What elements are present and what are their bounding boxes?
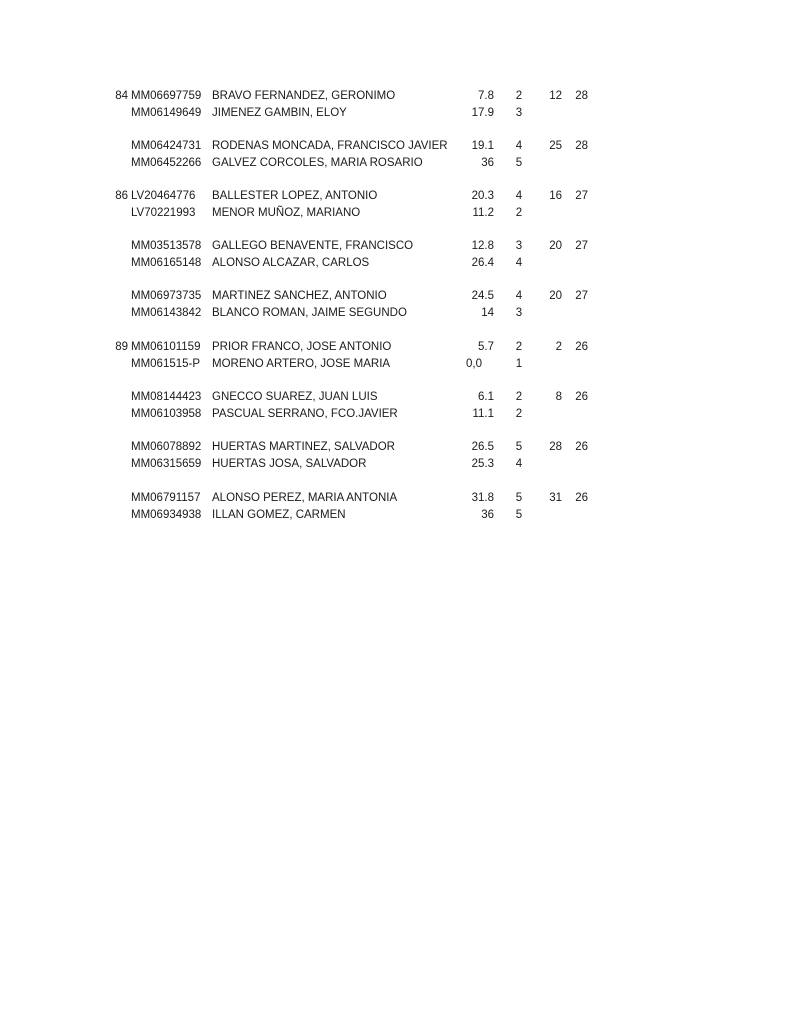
player-points: 4 [515, 290, 523, 302]
pair-total: 8 [555, 391, 562, 403]
handicap-score: 12.8 [471, 240, 494, 252]
player-row [0, 288, 791, 305]
player-row [0, 456, 791, 473]
pair-total: 25 [549, 140, 562, 152]
license-id: LV70221993 [131, 207, 196, 219]
player-name: GALLEGO BENAVENTE, FRANCISCO [212, 240, 414, 252]
pair-total: 12 [549, 90, 562, 102]
player-name: PASCUAL SERRANO, FCO.JAVIER [212, 408, 398, 420]
handicap-score: 11.2 [472, 207, 494, 219]
player-row [0, 105, 791, 122]
handicap-score: 25.3 [471, 458, 494, 470]
pair-group-score: 27 [575, 240, 588, 252]
player-points: 3 [515, 307, 523, 319]
license-id: MM06165148 [131, 257, 202, 269]
license-id: MM06149649 [131, 107, 202, 119]
player-points: 4 [515, 190, 523, 202]
pair-group-score: 26 [575, 391, 588, 403]
license-id: MM06103958 [131, 408, 202, 420]
player-points: 1 [515, 358, 523, 370]
pair-group-score: 26 [575, 492, 588, 504]
handicap-score: 19.1 [471, 140, 494, 152]
player-name: ALONSO ALCAZAR, CARLOS [212, 257, 370, 269]
player-name: HUERTAS JOSA, SALVADOR [212, 458, 367, 470]
player-name: MORENO ARTERO, JOSE MARIA [212, 358, 391, 370]
handicap-score: 26.4 [471, 257, 494, 269]
player-row [0, 389, 791, 406]
player-name: ALONSO PEREZ, MARIA ANTONIA [212, 492, 398, 504]
license-id: MM06697759 [131, 90, 202, 102]
license-id: MM06452266 [131, 157, 202, 169]
player-row [0, 356, 791, 373]
player-points: 2 [515, 391, 523, 403]
player-row [0, 88, 791, 105]
player-row [0, 507, 791, 524]
player-points: 5 [515, 509, 523, 521]
player-row [0, 188, 791, 205]
player-row [0, 490, 791, 507]
handicap-score: 20.3 [471, 190, 494, 202]
player-name: JIMENEZ GAMBIN, ELOY [212, 107, 347, 119]
player-points: 5 [515, 441, 523, 453]
license-id: LV20464776 [131, 190, 196, 202]
handicap-score: 26.5 [471, 441, 494, 453]
player-name: BRAVO FERNANDEZ, GERONIMO [212, 90, 396, 102]
pair-group-score: 27 [575, 290, 588, 302]
handicap-score: 24.5 [471, 290, 494, 302]
license-id: MM06315659 [131, 458, 202, 470]
pair-total: 20 [549, 290, 562, 302]
license-id: MM06143842 [131, 307, 202, 319]
license-id: MM06424731 [131, 140, 202, 152]
handicap-score: 14 [481, 307, 494, 319]
handicap-score: 17.9 [471, 107, 494, 119]
player-name: HUERTAS MARTINEZ, SALVADOR [212, 441, 395, 453]
license-id: MM06791157 [131, 492, 201, 504]
rank-number: 84 [115, 90, 128, 102]
player-name: MENOR MUÑOZ, MARIANO [212, 207, 361, 219]
pair-total: 31 [549, 492, 562, 504]
handicap-score: 0,0 [466, 358, 482, 370]
handicap-score: 7.8 [478, 90, 494, 102]
player-points: 2 [515, 90, 523, 102]
player-points: 2 [515, 207, 523, 219]
player-name: GNECCO SUAREZ, JUAN LUIS [212, 391, 378, 403]
handicap-score: 11.1 [472, 408, 494, 420]
player-name: MARTINEZ SANCHEZ, ANTONIO [212, 290, 387, 302]
license-id: MM06934938 [131, 509, 202, 521]
pair-group-score: 28 [575, 90, 588, 102]
player-points: 3 [515, 107, 523, 119]
player-row [0, 155, 791, 172]
player-points: 4 [515, 458, 523, 470]
player-row [0, 339, 791, 356]
license-id: MM03513578 [131, 240, 202, 252]
handicap-score: 36 [481, 157, 494, 169]
license-id: MM061515-P [131, 358, 201, 370]
player-name: GALVEZ CORCOLES, MARIA ROSARIO [212, 157, 423, 169]
pair-total: 2 [555, 341, 562, 353]
player-points: 3 [515, 240, 523, 252]
player-row [0, 439, 791, 456]
handicap-score: 6.1 [478, 391, 494, 403]
player-row [0, 406, 791, 423]
pair-total: 20 [549, 240, 562, 252]
license-id: MM08144423 [131, 391, 202, 403]
player-name: ILLAN GOMEZ, CARMEN [212, 509, 346, 521]
pair-group-score: 28 [575, 140, 588, 152]
player-points: 5 [515, 157, 523, 169]
pair-total: 16 [549, 190, 562, 202]
player-row [0, 238, 791, 255]
handicap-score: 31.8 [471, 492, 494, 504]
handicap-score: 5.7 [478, 341, 494, 353]
license-id: MM06973735 [131, 290, 202, 302]
player-points: 5 [515, 492, 523, 504]
player-points: 2 [515, 341, 523, 353]
pair-group-score: 27 [575, 190, 588, 202]
pair-group-score: 26 [575, 341, 588, 353]
player-name: BLANCO ROMAN, JAIME SEGUNDO [212, 307, 407, 319]
player-name: BALLESTER LOPEZ, ANTONIO [212, 190, 378, 202]
handicap-score: 36 [481, 509, 494, 521]
rank-number: 86 [115, 190, 128, 202]
player-points: 4 [515, 140, 523, 152]
player-name: PRIOR FRANCO, JOSE ANTONIO [212, 341, 392, 353]
player-points: 2 [515, 408, 523, 420]
rank-number: 89 [115, 341, 128, 353]
pair-total: 28 [549, 441, 562, 453]
player-name: RODENAS MONCADA, FRANCISCO JAVIER [212, 140, 448, 152]
player-row [0, 255, 791, 272]
player-row [0, 305, 791, 322]
license-id: MM06078892 [131, 441, 202, 453]
pair-group-score: 26 [575, 441, 588, 453]
player-row [0, 138, 791, 155]
player-row [0, 205, 791, 222]
license-id: MM06101159 [131, 341, 201, 353]
player-points: 4 [515, 257, 523, 269]
